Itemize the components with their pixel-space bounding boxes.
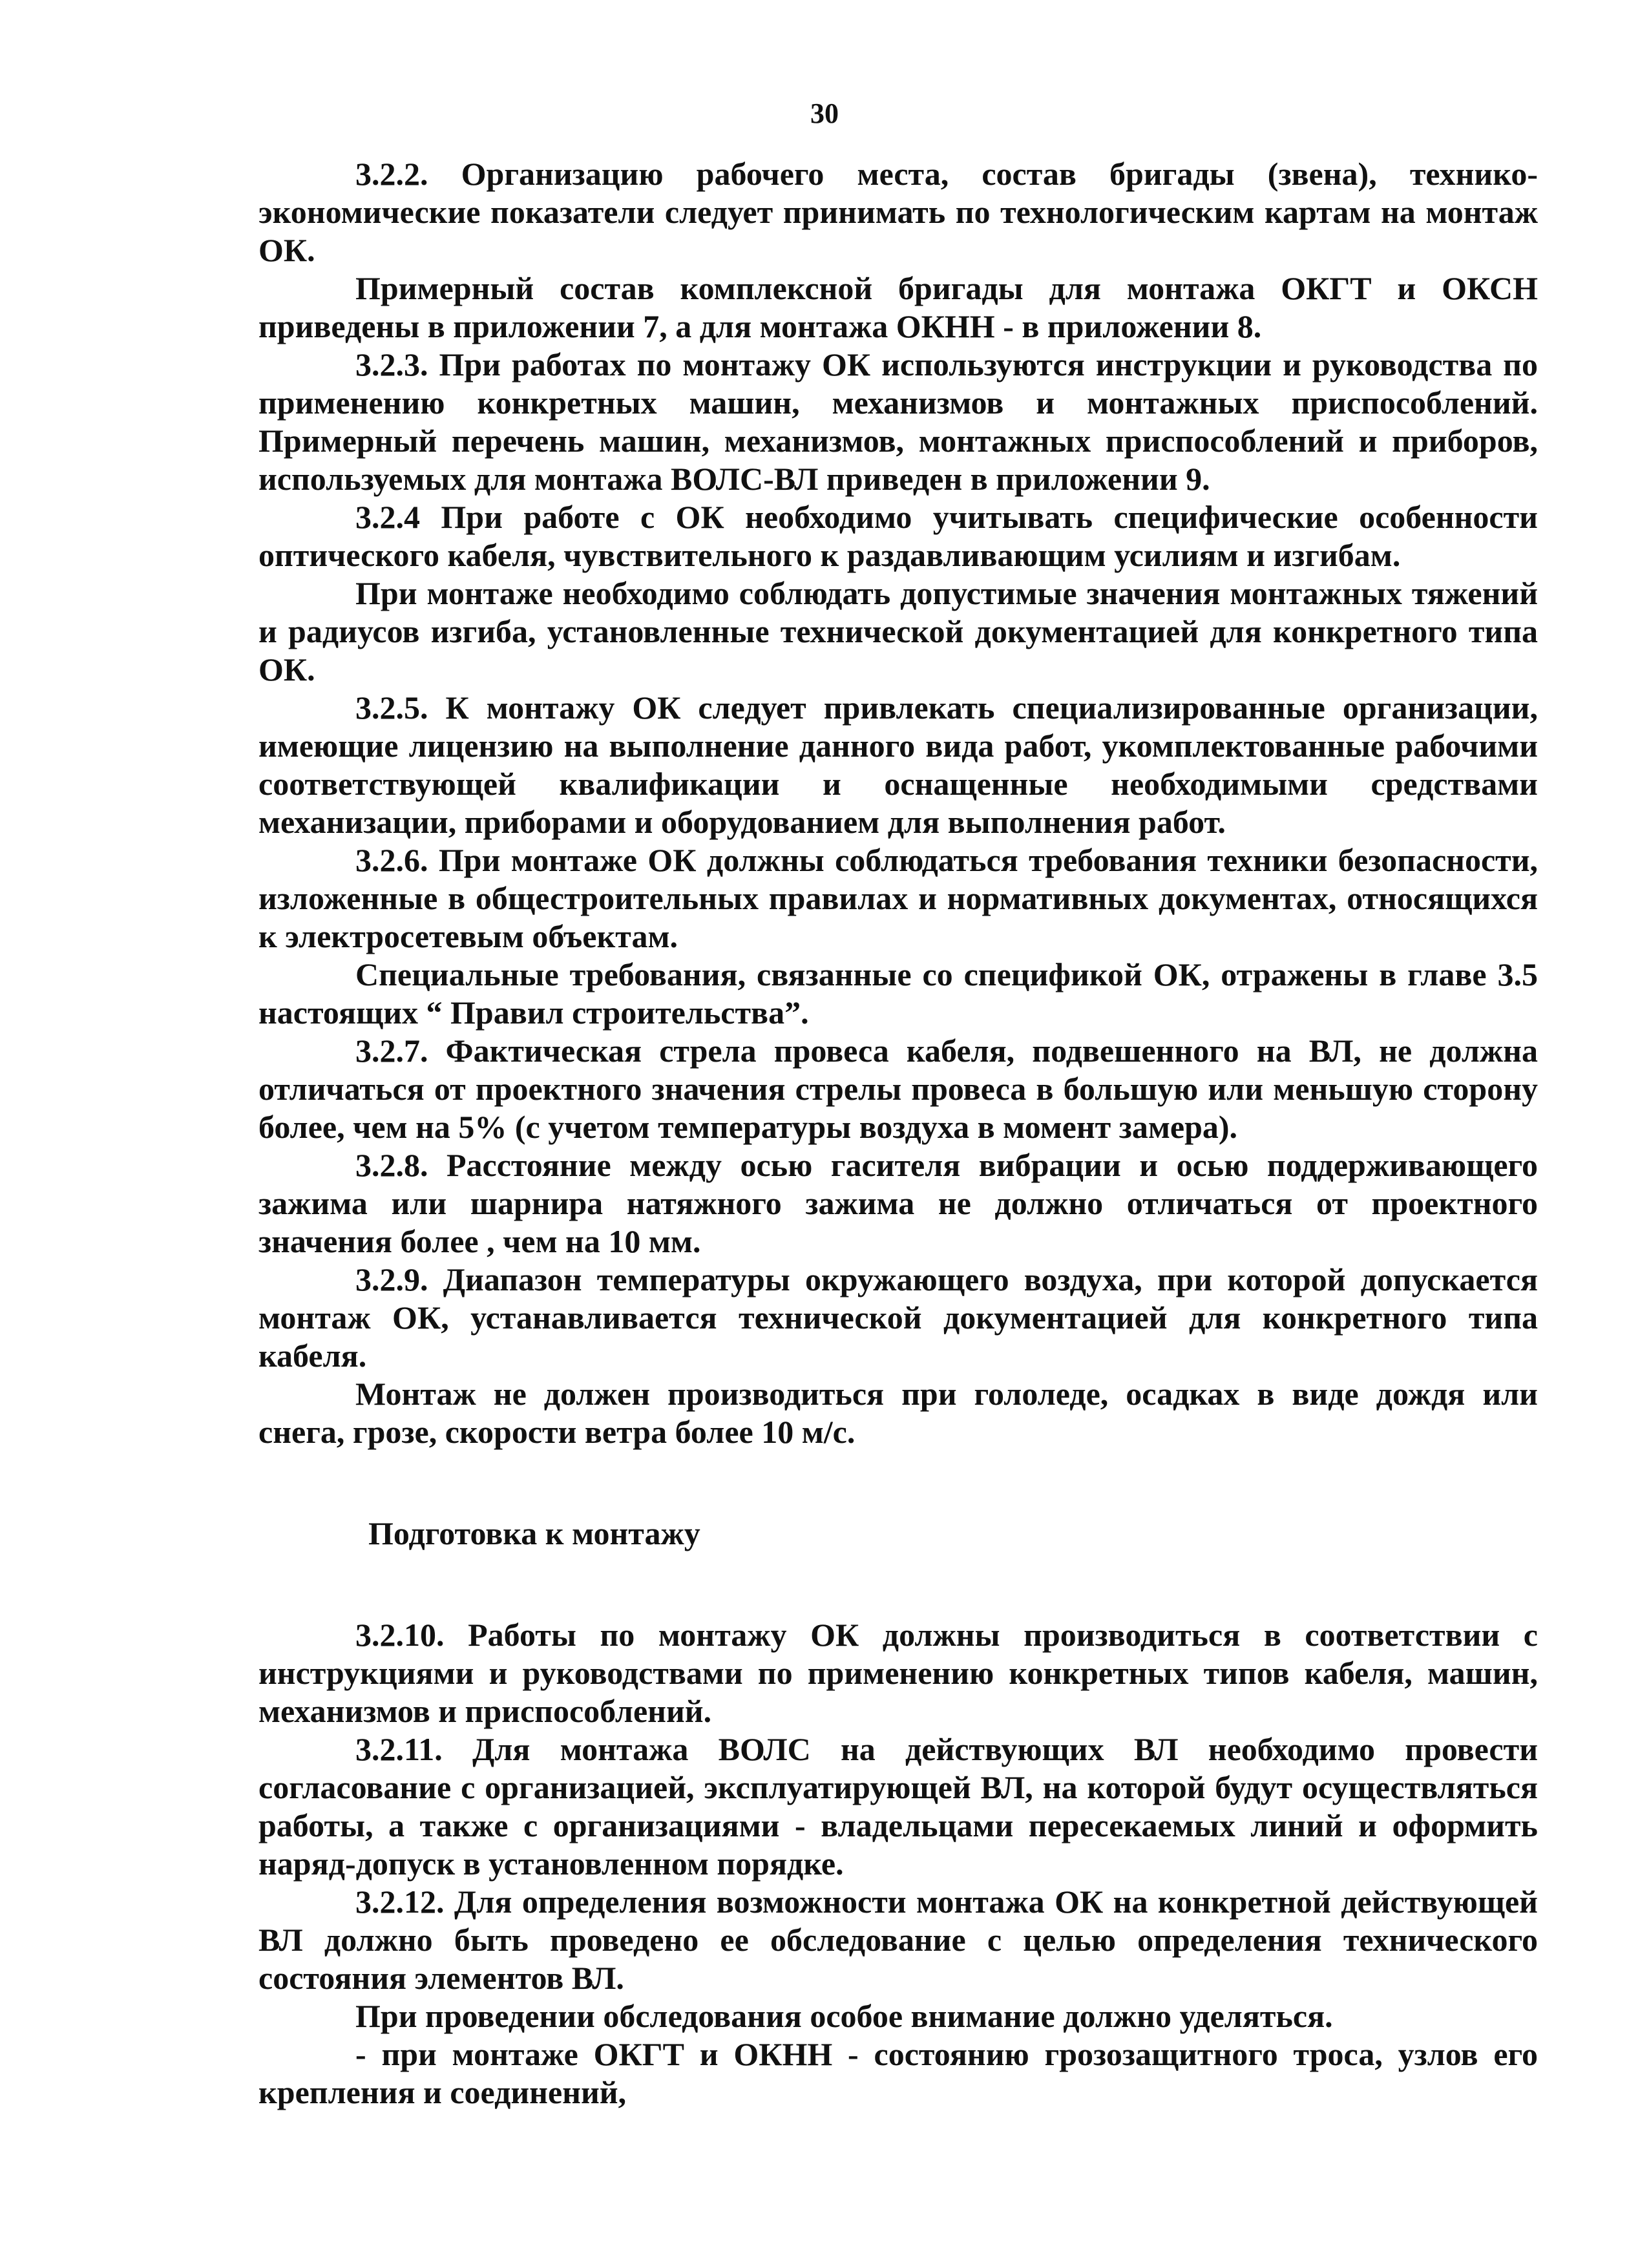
paragraph-3-2-9: 3.2.9. Диапазон температуры окружающего воздуха, при которой допускается монтаж ОК, устанавливается технической документацией для конкретного типа кабеля. — [258, 1261, 1538, 1374]
paragraph-special-requirements: Специальные требования, связанные со спецификой ОК, отражены в главе 3.5 настоящих “ Правил строительства”. — [258, 956, 1538, 1031]
paragraph-3-2-11: 3.2.11. Для монтажа ВОЛС на действующих ВЛ необходимо провести согласование с организацией, эксплуатирующей ВЛ, на которой будут осуществляться работы, а также с организациями - владельцами пересекаемых линий и оформить наряд-допуск в установленном порядке. — [258, 1731, 1538, 1882]
paragraph-3-2-10: 3.2.10. Работы по монтажу ОК должны производиться в соответствии с инструкциями и руководствами по применению конкретных типов кабеля, машин, механизмов и приспособлений. — [258, 1617, 1538, 1729]
paragraph-brigade-composition: Примерный состав комплексной бригады для монтажа ОКГТ и ОКСН приведены в приложении 7, а для монтажа ОКНН - в приложении 8. — [258, 270, 1538, 344]
paragraph-3-2-12: 3.2.12. Для определения возможности монтажа ОК на конкретной действующей ВЛ должно быть проведено ее обследование с целью определения технического состояния элементов ВЛ. — [258, 1884, 1538, 1996]
paragraph-3-2-8: 3.2.8. Расстояние между осью гасителя вибрации и осью поддерживающего зажима или шарнира натяжного зажима не должно отличаться от проектного значения более , чем на 10 мм. — [258, 1147, 1538, 1259]
paragraph-inspection-attention: При проведении обследования особое внимание должно уделяться. — [355, 1998, 1333, 2034]
paragraph-okgt-oknn-item: - при монтаже ОКГТ и ОКНН - состоянию грозозащитного троса, узлов его крепления и соединений, — [258, 2036, 1538, 2110]
paragraph-tension-limits: При монтаже необходимо соблюдать допустимые значения монтажных тяжений и радиусов изгиба, установленные технической документацией для конкретного типа ОК. — [258, 575, 1538, 688]
paragraph-3-2-2: 3.2.2. Организацию рабочего места, состав бригады (звена), технико-экономические показатели следует принимать по технологическим картам на монтаж ОК. — [258, 156, 1538, 268]
paragraph-3-2-5: 3.2.5. К монтажу ОК следует привлекать специализированные организации, имеющие лицензию на выполнение данного вида работ, укомплектованные рабочими соответствующей квалификации и оснащенные необходимыми средствами механизации, приборами и оборудованием для выполнения работ. — [258, 689, 1538, 840]
paragraph-weather-restrictions: Монтаж не должен производиться при гололеде, осадках в виде дождя или снега, грозе, скорости ветра более 10 м/с. — [258, 1376, 1538, 1450]
section-heading: Подготовка к монтажу — [368, 1515, 700, 1551]
paragraph-3-2-4: 3.2.4 При работе с ОК необходимо учитывать специфические особенности оптического кабеля, чувствительного к раздавливающим усилиям и изгибам. — [258, 499, 1538, 573]
paragraph-3-2-3: 3.2.3. При работах по монтажу ОК используются инструкции и руководства по применению конкретных машин, механизмов и монтажных приспособлений. Примерный перечень машин, механизмов, монтажных приспособлений и приборов, используемых для монтажа ВОЛС-ВЛ приведен в приложении 9. — [258, 346, 1538, 497]
document-body — [258, 155, 1538, 2112]
paragraph-3-2-6: 3.2.6. При монтаже ОК должны соблюдаться требования техники безопасности, изложенные в общестроительных правилах и нормативных документах, относящихся к электросетевым объектам. — [258, 842, 1538, 954]
paragraph-3-2-7: 3.2.7. Фактическая стрела провеса кабеля, подвешенного на ВЛ, не должна отличаться от проектного значения стрелы провеса в большую или меньшую сторону более, чем на 5% (с учетом температуры воздуха в момент замера). — [258, 1033, 1538, 1145]
page-number: 30 — [810, 98, 839, 129]
